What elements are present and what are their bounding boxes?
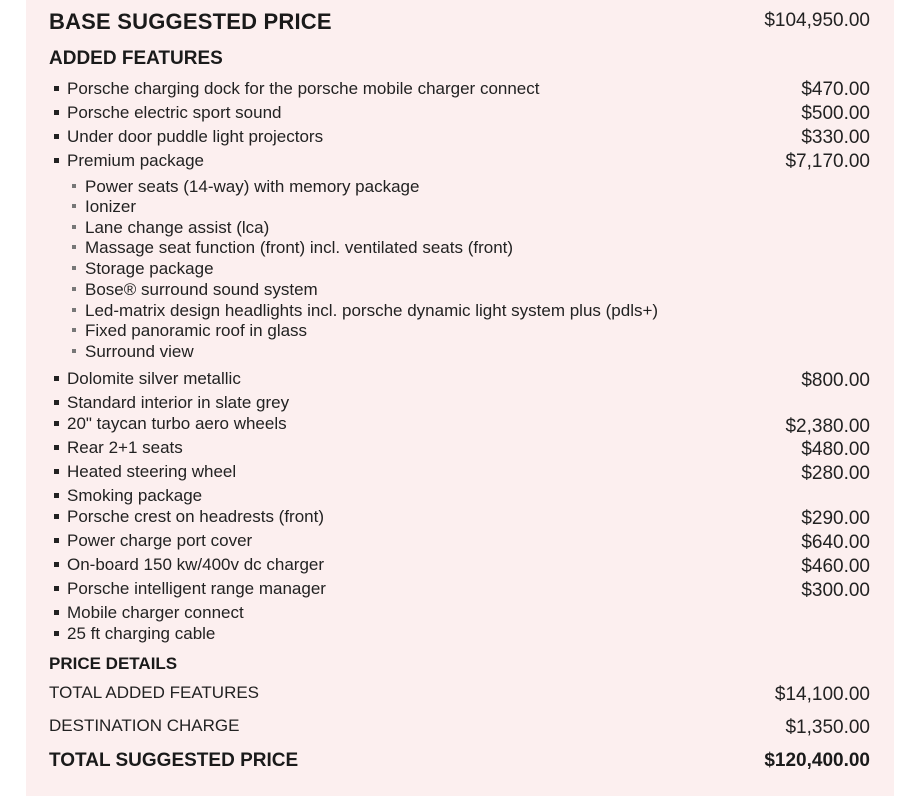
item-label: Heated steering wheel <box>67 462 237 481</box>
item-label: Mobile charger connect <box>67 603 244 622</box>
item-price: $7,170.00 <box>785 151 870 172</box>
bullet-icon <box>72 204 76 208</box>
item-label: Porsche crest on headrests (front) <box>67 507 325 526</box>
item-label: Porsche intelligent range manager <box>67 579 326 598</box>
sub-item-label: Fixed panoramic roof in glass <box>85 321 308 340</box>
price-details-title: PRICE DETAILS <box>49 654 178 673</box>
base-price-value: $104,950.00 <box>764 10 870 31</box>
item-price: $290.00 <box>801 508 870 529</box>
sub-item-label: Bose® surround sound system <box>85 280 318 299</box>
item-label: Under door puddle light projectors <box>67 127 324 146</box>
added-features-title: ADDED FEATURES <box>49 48 223 69</box>
price-summary-panel <box>26 0 894 796</box>
bullet-icon <box>54 134 59 139</box>
bullet-icon <box>72 308 76 312</box>
item-label: Smoking package <box>67 486 203 505</box>
item-label: Dolomite silver metallic <box>67 369 241 388</box>
base-price-label: BASE SUGGESTED PRICE <box>49 9 332 34</box>
item-label: Standard interior in slate grey <box>67 393 290 412</box>
sub-item-label: Storage package <box>85 259 214 278</box>
bullet-icon <box>54 376 59 381</box>
bullet-icon <box>72 184 76 188</box>
item-price: $280.00 <box>801 463 870 484</box>
bullet-icon <box>54 86 59 91</box>
total-price-value: $120,400.00 <box>764 750 870 771</box>
bullet-icon <box>54 158 59 163</box>
destination-label: DESTINATION CHARGE <box>49 716 240 735</box>
sub-item-label: Ionizer <box>85 197 137 216</box>
bullet-icon <box>54 610 59 615</box>
bullet-icon <box>54 469 59 474</box>
sub-item-label: Led-matrix design headlights incl. porsche dynamic light system plus (pdls+) <box>85 301 659 320</box>
total-added-price: $14,100.00 <box>774 684 870 705</box>
bullet-icon <box>54 421 59 426</box>
sub-item-label: Lane change assist (lca) <box>85 218 270 237</box>
destination-price: $1,350.00 <box>785 717 870 738</box>
bullet-icon <box>54 514 59 519</box>
item-label: Rear 2+1 seats <box>67 438 183 457</box>
sub-item-label: Massage seat function (front) incl. ventilated seats (front) <box>85 238 514 257</box>
item-price: $500.00 <box>801 103 870 124</box>
item-price: $2,380.00 <box>785 416 870 437</box>
item-label: 20" taycan turbo aero wheels <box>67 414 287 433</box>
bullet-icon <box>72 266 76 270</box>
total-added-label: TOTAL ADDED FEATURES <box>49 683 260 702</box>
item-price: $330.00 <box>801 127 870 148</box>
item-label: Porsche charging dock for the porsche mobile charger connect <box>67 79 540 98</box>
item-price: $470.00 <box>801 79 870 100</box>
bullet-icon <box>72 225 76 229</box>
item-label: Porsche electric sport sound <box>67 103 282 122</box>
bullet-icon <box>54 586 59 591</box>
item-price: $640.00 <box>801 532 870 553</box>
item-price: $300.00 <box>801 580 870 601</box>
item-label: Power charge port cover <box>67 531 253 550</box>
total-price-label: TOTAL SUGGESTED PRICE <box>49 750 299 771</box>
sub-item-label: Power seats (14-way) with memory package <box>85 177 420 196</box>
bullet-icon <box>54 110 59 115</box>
item-price: $460.00 <box>801 556 870 577</box>
bullet-icon <box>72 349 76 353</box>
bullet-icon <box>72 287 76 291</box>
bullet-icon <box>54 631 59 636</box>
bullet-icon <box>72 328 76 332</box>
bullet-icon <box>54 538 59 543</box>
item-price: $800.00 <box>801 370 870 391</box>
bullet-icon <box>72 245 76 249</box>
bullet-icon <box>54 493 59 498</box>
item-label: Premium package <box>67 151 205 170</box>
item-price: $480.00 <box>801 439 870 460</box>
bullet-icon <box>54 400 59 405</box>
item-label: 25 ft charging cable <box>67 624 216 643</box>
bullet-icon <box>54 445 59 450</box>
sub-item-label: Surround view <box>85 342 194 361</box>
item-label: On-board 150 kw/400v dc charger <box>67 555 325 574</box>
bullet-icon <box>54 562 59 567</box>
